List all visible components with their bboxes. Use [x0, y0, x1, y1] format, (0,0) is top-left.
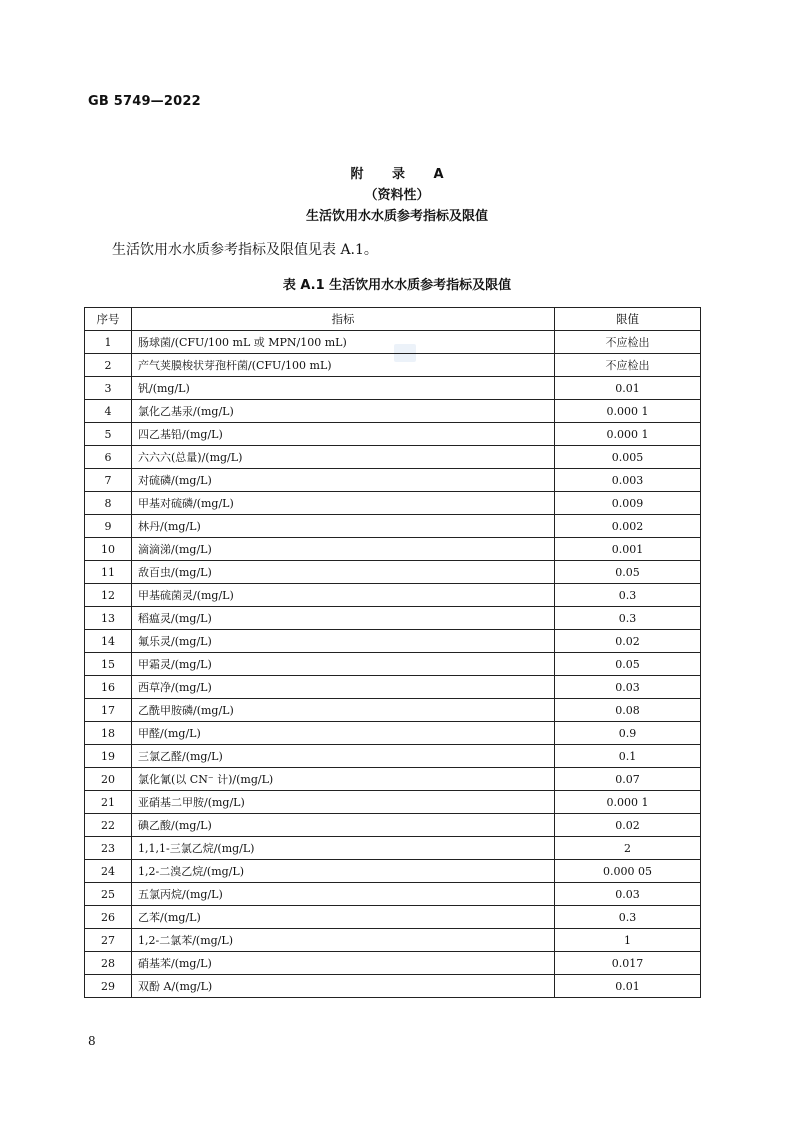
header-no: 序号 — [85, 308, 132, 331]
row-number: 19 — [85, 745, 132, 768]
row-number: 27 — [85, 929, 132, 952]
annex-name: 生活饮用水水质参考指标及限值 — [305, 209, 488, 224]
row-number: 16 — [85, 676, 132, 699]
row-limit: 0.02 — [555, 630, 701, 653]
table-row — [85, 423, 701, 446]
row-limit: 0.001 — [555, 538, 701, 561]
row-limit: 不应检出 — [555, 354, 701, 377]
table-row — [85, 515, 701, 538]
row-number: 3 — [85, 377, 132, 400]
row-indicator: 甲基对硫磷/(mg/L) — [132, 492, 555, 515]
row-indicator: 林丹/(mg/L) — [132, 515, 555, 538]
header-limit: 限值 — [555, 308, 701, 331]
row-limit: 0.005 — [555, 446, 701, 469]
row-indicator: 1,1,1-三氯乙烷/(mg/L) — [132, 837, 555, 860]
row-limit: 0.01 — [555, 975, 701, 998]
table-row — [85, 906, 701, 929]
row-limit: 0.3 — [555, 607, 701, 630]
table-row — [85, 607, 701, 630]
row-indicator: 稻瘟灵/(mg/L) — [132, 607, 555, 630]
table-row — [85, 722, 701, 745]
row-number: 18 — [85, 722, 132, 745]
row-limit: 0.02 — [555, 814, 701, 837]
header-indicator: 指标 — [132, 308, 555, 331]
row-limit: 0.05 — [555, 561, 701, 584]
row-limit: 0.000 1 — [555, 400, 701, 423]
row-indicator: 双酚 A/(mg/L) — [132, 975, 555, 998]
table-row — [85, 354, 701, 377]
row-number: 6 — [85, 446, 132, 469]
row-number: 9 — [85, 515, 132, 538]
row-number: 13 — [85, 607, 132, 630]
row-number: 26 — [85, 906, 132, 929]
row-indicator: 亚硝基二甲胺/(mg/L) — [132, 791, 555, 814]
row-indicator: 氯化乙基汞/(mg/L) — [132, 400, 555, 423]
row-indicator: 甲霜灵/(mg/L) — [132, 653, 555, 676]
row-number: 14 — [85, 630, 132, 653]
row-limit: 0.003 — [555, 469, 701, 492]
page-number: 8 — [88, 1034, 96, 1048]
row-indicator: 三氯乙醛/(mg/L) — [132, 745, 555, 768]
row-limit: 0.01 — [555, 377, 701, 400]
row-number: 21 — [85, 791, 132, 814]
row-indicator: 四乙基铅/(mg/L) — [132, 423, 555, 446]
row-number: 11 — [85, 561, 132, 584]
table-row — [85, 630, 701, 653]
row-limit: 0.009 — [555, 492, 701, 515]
row-number: 20 — [85, 768, 132, 791]
table-row — [85, 653, 701, 676]
row-indicator: 氯化氰(以 CN⁻ 计)/(mg/L) — [132, 768, 555, 791]
table-row — [85, 791, 701, 814]
row-number: 7 — [85, 469, 132, 492]
row-indicator: 产气荚膜梭状芽孢杆菌/(CFU/100 mL) — [132, 354, 555, 377]
row-indicator: 氟乐灵/(mg/L) — [132, 630, 555, 653]
row-indicator: 1,2-二氯苯/(mg/L) — [132, 929, 555, 952]
standard-number-header: GB 5749—2022 — [88, 94, 201, 109]
table-row — [85, 860, 701, 883]
row-number: 2 — [85, 354, 132, 377]
row-number: 12 — [85, 584, 132, 607]
row-indicator: 对硫磷/(mg/L) — [132, 469, 555, 492]
row-limit: 0.017 — [555, 952, 701, 975]
row-number: 17 — [85, 699, 132, 722]
table-row — [85, 469, 701, 492]
table-row — [85, 561, 701, 584]
row-limit: 0.000 1 — [555, 791, 701, 814]
row-indicator: 乙酰甲胺磷/(mg/L) — [132, 699, 555, 722]
table-row — [85, 975, 701, 998]
row-number: 10 — [85, 538, 132, 561]
row-indicator: 乙苯/(mg/L) — [132, 906, 555, 929]
row-indicator: 肠球菌/(CFU/100 mL 或 MPN/100 mL) — [132, 331, 555, 354]
annex-nature: （资料性） — [364, 188, 430, 203]
row-limit: 1 — [555, 929, 701, 952]
row-number: 29 — [85, 975, 132, 998]
row-number: 15 — [85, 653, 132, 676]
row-limit: 0.3 — [555, 584, 701, 607]
table-row — [85, 745, 701, 768]
row-number: 22 — [85, 814, 132, 837]
row-indicator: 1,2-二溴乙烷/(mg/L) — [132, 860, 555, 883]
row-limit: 0.000 05 — [555, 860, 701, 883]
table-row — [85, 699, 701, 722]
table-caption: 表 A.1 生活饮用水水质参考指标及限值 — [282, 278, 512, 293]
row-limit: 0.05 — [555, 653, 701, 676]
reference-indicators-table — [84, 307, 701, 998]
table-row — [85, 883, 701, 906]
row-limit: 0.9 — [555, 722, 701, 745]
row-limit: 0.000 1 — [555, 423, 701, 446]
table-row — [85, 492, 701, 515]
table-row — [85, 400, 701, 423]
row-number: 1 — [85, 331, 132, 354]
row-limit: 0.08 — [555, 699, 701, 722]
row-limit: 0.1 — [555, 745, 701, 768]
row-number: 24 — [85, 860, 132, 883]
row-indicator: 碘乙酸/(mg/L) — [132, 814, 555, 837]
row-limit: 0.3 — [555, 906, 701, 929]
table-row — [85, 377, 701, 400]
table-header-row — [85, 308, 701, 331]
annex-title-block — [0, 164, 794, 227]
row-indicator: 甲醛/(mg/L) — [132, 722, 555, 745]
row-indicator: 甲基硫菌灵/(mg/L) — [132, 584, 555, 607]
row-number: 8 — [85, 492, 132, 515]
row-number: 4 — [85, 400, 132, 423]
table-row — [85, 331, 701, 354]
row-indicator: 敌百虫/(mg/L) — [132, 561, 555, 584]
row-limit: 0.002 — [555, 515, 701, 538]
annex-label: 附 录 A — [350, 167, 456, 182]
row-indicator: 钒/(mg/L) — [132, 377, 555, 400]
row-limit: 0.07 — [555, 768, 701, 791]
row-number: 25 — [85, 883, 132, 906]
table-row — [85, 814, 701, 837]
row-limit: 不应检出 — [555, 331, 701, 354]
table-row — [85, 768, 701, 791]
row-number: 5 — [85, 423, 132, 446]
table-row — [85, 446, 701, 469]
row-number: 23 — [85, 837, 132, 860]
row-indicator: 西草净/(mg/L) — [132, 676, 555, 699]
row-indicator: 硝基苯/(mg/L) — [132, 952, 555, 975]
table-row — [85, 837, 701, 860]
table-row — [85, 676, 701, 699]
row-limit: 2 — [555, 837, 701, 860]
row-indicator: 五氯丙烷/(mg/L) — [132, 883, 555, 906]
row-limit: 0.03 — [555, 676, 701, 699]
table-row — [85, 929, 701, 952]
row-indicator: 六六六(总量)/(mg/L) — [132, 446, 555, 469]
row-number: 28 — [85, 952, 132, 975]
table-row — [85, 584, 701, 607]
intro-paragraph: 生活饮用水水质参考指标及限值见表 A.1。 — [112, 242, 378, 258]
table-row — [85, 952, 701, 975]
row-limit: 0.03 — [555, 883, 701, 906]
table-row — [85, 538, 701, 561]
row-indicator: 滴滴涕/(mg/L) — [132, 538, 555, 561]
